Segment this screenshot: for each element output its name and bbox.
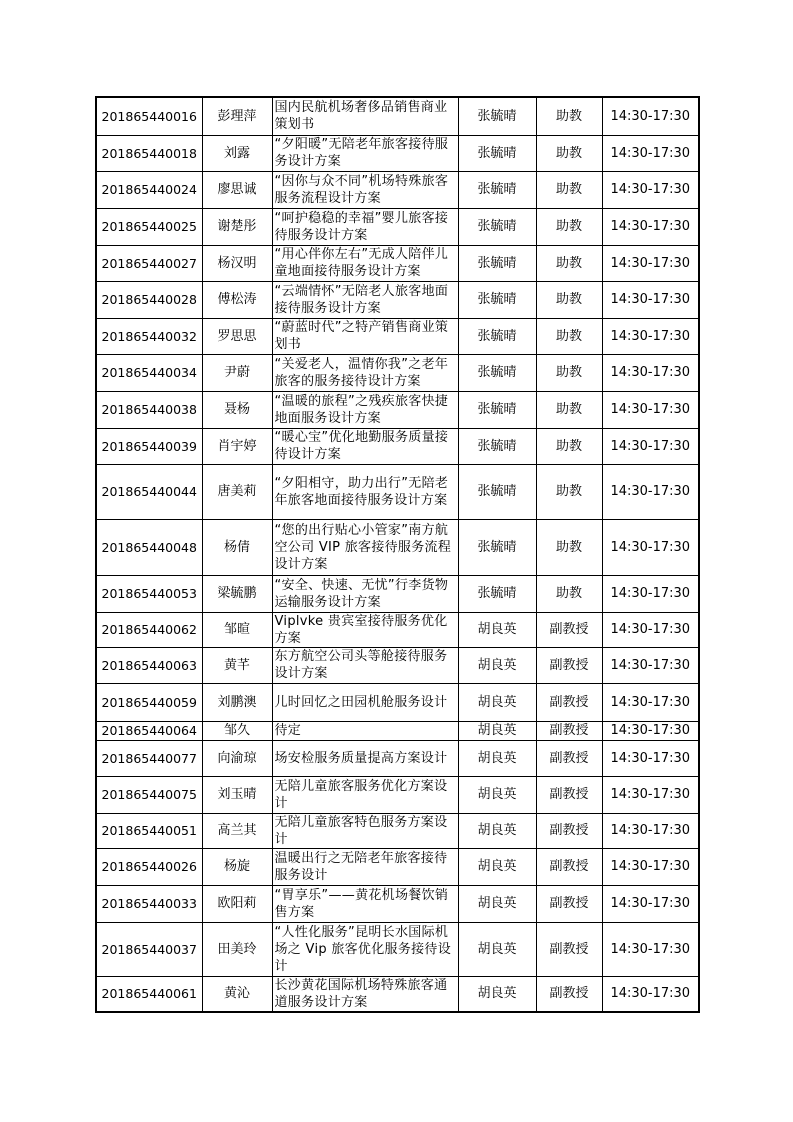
time-slot-cell: 14:30-17:30 — [602, 922, 699, 976]
student-name-cell: 邹暄 — [202, 612, 272, 647]
student-id-cell: 201865440038 — [96, 391, 202, 428]
student-id-cell: 201865440016 — [96, 97, 202, 135]
advisor-title-cell: 助教 — [536, 354, 602, 391]
advisor-title-cell: 助教 — [536, 97, 602, 135]
table-row — [96, 813, 699, 848]
table-row — [96, 776, 699, 813]
student-id-cell: 201865440037 — [96, 922, 202, 976]
advisor-cell: 胡良英 — [458, 885, 536, 922]
time-slot-cell: 14:30-17:30 — [602, 848, 699, 885]
advisor-title-cell: 助教 — [536, 281, 602, 318]
advisor-title-cell: 助教 — [536, 318, 602, 354]
time-slot-cell: 14:30-17:30 — [602, 519, 699, 575]
time-slot-cell: 14:30-17:30 — [602, 208, 699, 245]
student-id-cell: 201865440032 — [96, 318, 202, 354]
advisor-cell: 张毓晴 — [458, 318, 536, 354]
time-slot-cell: 14:30-17:30 — [602, 740, 699, 776]
time-slot-cell: 14:30-17:30 — [602, 647, 699, 683]
student-id-cell: 201865440039 — [96, 428, 202, 464]
table-row — [96, 428, 699, 464]
advisor-cell: 张毓晴 — [458, 391, 536, 428]
advisor-title-cell: 助教 — [536, 464, 602, 519]
time-slot-cell: 14:30-17:30 — [602, 391, 699, 428]
thesis-topic-cell: “因你与众不同”机场特殊旅客服务流程设计方案 — [272, 171, 458, 208]
time-slot-cell: 14:30-17:30 — [602, 281, 699, 318]
thesis-topic-cell: 东方航空公司头等舱接待服务设计方案 — [272, 647, 458, 683]
time-slot-cell: 14:30-17:30 — [602, 428, 699, 464]
student-id-cell: 201865440026 — [96, 848, 202, 885]
advisor-cell: 张毓晴 — [458, 208, 536, 245]
advisor-cell: 张毓晴 — [458, 245, 536, 281]
student-name-cell: 傅松涛 — [202, 281, 272, 318]
thesis-topic-cell: “您的出行贴心小管家”南方航空公司 VIP 旅客接待服务流程设计方案 — [272, 519, 458, 575]
student-name-cell: 向渝琼 — [202, 740, 272, 776]
thesis-topic-cell: “呵护稳稳的幸福”婴儿旅客接待服务设计方案 — [272, 208, 458, 245]
student-id-cell: 201865440018 — [96, 135, 202, 171]
thesis-topic-cell: “温暖的旅程”之残疾旅客快捷地面服务设计方案 — [272, 391, 458, 428]
student-id-cell: 201865440075 — [96, 776, 202, 813]
student-name-cell: 高兰其 — [202, 813, 272, 848]
student-id-cell: 201865440033 — [96, 885, 202, 922]
student-name-cell: 黄芊 — [202, 647, 272, 683]
thesis-topic-cell: “蔚蓝时代”之特产销售商业策划书 — [272, 318, 458, 354]
student-name-cell: 廖思诚 — [202, 171, 272, 208]
thesis-topic-cell: 场安检服务质量提高方案设计 — [272, 740, 458, 776]
advisor-title-cell: 助教 — [536, 428, 602, 464]
student-id-cell: 201865440063 — [96, 647, 202, 683]
advisor-cell: 胡良英 — [458, 612, 536, 647]
time-slot-cell: 14:30-17:30 — [602, 776, 699, 813]
time-slot-cell: 14:30-17:30 — [602, 885, 699, 922]
time-slot-cell: 14:30-17:30 — [602, 976, 699, 1012]
advisor-title-cell: 副教授 — [536, 813, 602, 848]
student-name-cell: 邹久 — [202, 721, 272, 740]
student-name-cell: 梁毓鹏 — [202, 575, 272, 612]
advisor-title-cell: 助教 — [536, 245, 602, 281]
advisor-cell: 张毓晴 — [458, 171, 536, 208]
thesis-topic-cell: “关爱老人，温情你我”之老年旅客的服务接待设计方案 — [272, 354, 458, 391]
student-id-cell: 201865440059 — [96, 683, 202, 721]
thesis-topic-cell: 温暖出行之无陪老年旅客接待服务设计 — [272, 848, 458, 885]
advisor-title-cell: 助教 — [536, 208, 602, 245]
advisor-title-cell: 副教授 — [536, 848, 602, 885]
thesis-topic-cell: 儿时回忆之田园机舱服务设计 — [272, 683, 458, 721]
student-name-cell: 肖宇婷 — [202, 428, 272, 464]
advisor-title-cell: 副教授 — [536, 885, 602, 922]
student-name-cell: 田美玲 — [202, 922, 272, 976]
advisor-cell: 胡良英 — [458, 683, 536, 721]
thesis-topic-cell: Viplvke 贵宾室接待服务优化方案 — [272, 612, 458, 647]
advisor-cell: 张毓晴 — [458, 354, 536, 391]
table-row — [96, 97, 699, 135]
thesis-topic-cell: 国内民航机场奢侈品销售商业策划书 — [272, 97, 458, 135]
table-row — [96, 354, 699, 391]
advisor-cell: 张毓晴 — [458, 519, 536, 575]
student-name-cell: 谢楚彤 — [202, 208, 272, 245]
time-slot-cell: 14:30-17:30 — [602, 245, 699, 281]
table-row — [96, 885, 699, 922]
advisor-cell: 胡良英 — [458, 647, 536, 683]
advisor-title-cell: 助教 — [536, 391, 602, 428]
thesis-schedule-table — [95, 96, 700, 1013]
table-row — [96, 976, 699, 1012]
student-id-cell: 201865440053 — [96, 575, 202, 612]
thesis-topic-cell: “胃享乐”——黄花机场餐饮销售方案 — [272, 885, 458, 922]
student-id-cell: 201865440062 — [96, 612, 202, 647]
advisor-title-cell: 副教授 — [536, 776, 602, 813]
thesis-topic-cell: 待定 — [272, 721, 458, 740]
time-slot-cell: 14:30-17:30 — [602, 171, 699, 208]
table-row — [96, 135, 699, 171]
thesis-topic-cell: “夕阳相守，助力出行”无陪老年旅客地面接待服务设计方案 — [272, 464, 458, 519]
advisor-cell: 胡良英 — [458, 776, 536, 813]
table-row — [96, 683, 699, 721]
student-id-cell: 201865440051 — [96, 813, 202, 848]
advisor-title-cell: 助教 — [536, 171, 602, 208]
student-name-cell: 唐美莉 — [202, 464, 272, 519]
table-row — [96, 922, 699, 976]
student-name-cell: 刘玉晴 — [202, 776, 272, 813]
advisor-title-cell: 副教授 — [536, 976, 602, 1012]
table-row — [96, 171, 699, 208]
student-name-cell: 聂杨 — [202, 391, 272, 428]
table-row — [96, 519, 699, 575]
student-name-cell: 杨汉明 — [202, 245, 272, 281]
advisor-title-cell: 副教授 — [536, 740, 602, 776]
student-id-cell: 201865440024 — [96, 171, 202, 208]
advisor-title-cell: 副教授 — [536, 647, 602, 683]
student-name-cell: 杨倩 — [202, 519, 272, 575]
table-row — [96, 318, 699, 354]
time-slot-cell: 14:30-17:30 — [602, 575, 699, 612]
advisor-cell: 胡良英 — [458, 721, 536, 740]
table-row — [96, 208, 699, 245]
time-slot-cell: 14:30-17:30 — [602, 354, 699, 391]
thesis-topic-cell: “云端情怀”无陪老人旅客地面接待服务设计方案 — [272, 281, 458, 318]
time-slot-cell: 14:30-17:30 — [602, 612, 699, 647]
time-slot-cell: 14:30-17:30 — [602, 813, 699, 848]
student-name-cell: 刘露 — [202, 135, 272, 171]
table-row — [96, 464, 699, 519]
thesis-topic-cell: 无陪儿童旅客服务优化方案设计 — [272, 776, 458, 813]
advisor-title-cell: 助教 — [536, 575, 602, 612]
student-name-cell: 杨旋 — [202, 848, 272, 885]
thesis-topic-cell: “用心伴你左右”无成人陪伴儿童地面接待服务设计方案 — [272, 245, 458, 281]
advisor-title-cell: 助教 — [536, 519, 602, 575]
thesis-topic-cell: “人性化服务”昆明长水国际机场之 Vip 旅客优化服务接待设计 — [272, 922, 458, 976]
table-body — [96, 97, 699, 1012]
advisor-cell: 张毓晴 — [458, 97, 536, 135]
student-id-cell: 201865440061 — [96, 976, 202, 1012]
thesis-topic-cell: 无陪儿童旅客特色服务方案设计 — [272, 813, 458, 848]
advisor-cell: 张毓晴 — [458, 428, 536, 464]
student-name-cell: 罗思思 — [202, 318, 272, 354]
table-row — [96, 647, 699, 683]
time-slot-cell: 14:30-17:30 — [602, 97, 699, 135]
student-id-cell: 201865440027 — [96, 245, 202, 281]
time-slot-cell: 14:30-17:30 — [602, 464, 699, 519]
thesis-topic-cell: “夕阳暖”无陪老年旅客接待服务设计方案 — [272, 135, 458, 171]
table-row — [96, 721, 699, 740]
advisor-title-cell: 副教授 — [536, 721, 602, 740]
advisor-cell: 张毓晴 — [458, 281, 536, 318]
table-row — [96, 245, 699, 281]
student-id-cell: 201865440025 — [96, 208, 202, 245]
advisor-cell: 胡良英 — [458, 922, 536, 976]
time-slot-cell: 14:30-17:30 — [602, 135, 699, 171]
advisor-cell: 胡良英 — [458, 848, 536, 885]
student-name-cell: 彭理萍 — [202, 97, 272, 135]
student-name-cell: 黄沁 — [202, 976, 272, 1012]
thesis-topic-cell: 长沙黄花国际机场特殊旅客通道服务设计方案 — [272, 976, 458, 1012]
advisor-cell: 胡良英 — [458, 976, 536, 1012]
student-id-cell: 201865440034 — [96, 354, 202, 391]
table-row — [96, 391, 699, 428]
table-row — [96, 281, 699, 318]
student-name-cell: 尹蔚 — [202, 354, 272, 391]
student-name-cell: 欧阳莉 — [202, 885, 272, 922]
advisor-title-cell: 副教授 — [536, 922, 602, 976]
time-slot-cell: 14:30-17:30 — [602, 683, 699, 721]
table-row — [96, 848, 699, 885]
student-name-cell: 刘鹏澳 — [202, 683, 272, 721]
advisor-cell: 张毓晴 — [458, 464, 536, 519]
student-id-cell: 201865440077 — [96, 740, 202, 776]
student-id-cell: 201865440028 — [96, 281, 202, 318]
student-id-cell: 201865440044 — [96, 464, 202, 519]
advisor-cell: 张毓晴 — [458, 575, 536, 612]
student-id-cell: 201865440064 — [96, 721, 202, 740]
table-row — [96, 740, 699, 776]
advisor-title-cell: 助教 — [536, 135, 602, 171]
thesis-topic-cell: “安全、快速、无忧”行李货物运输服务设计方案 — [272, 575, 458, 612]
table-row — [96, 612, 699, 647]
advisor-cell: 张毓晴 — [458, 135, 536, 171]
advisor-title-cell: 副教授 — [536, 683, 602, 721]
thesis-topic-cell: “暖心宝”优化地勤服务质量接待设计方案 — [272, 428, 458, 464]
time-slot-cell: 14:30-17:30 — [602, 721, 699, 740]
advisor-cell: 胡良英 — [458, 813, 536, 848]
advisor-title-cell: 副教授 — [536, 612, 602, 647]
time-slot-cell: 14:30-17:30 — [602, 318, 699, 354]
table-row — [96, 575, 699, 612]
advisor-cell: 胡良英 — [458, 740, 536, 776]
student-id-cell: 201865440048 — [96, 519, 202, 575]
